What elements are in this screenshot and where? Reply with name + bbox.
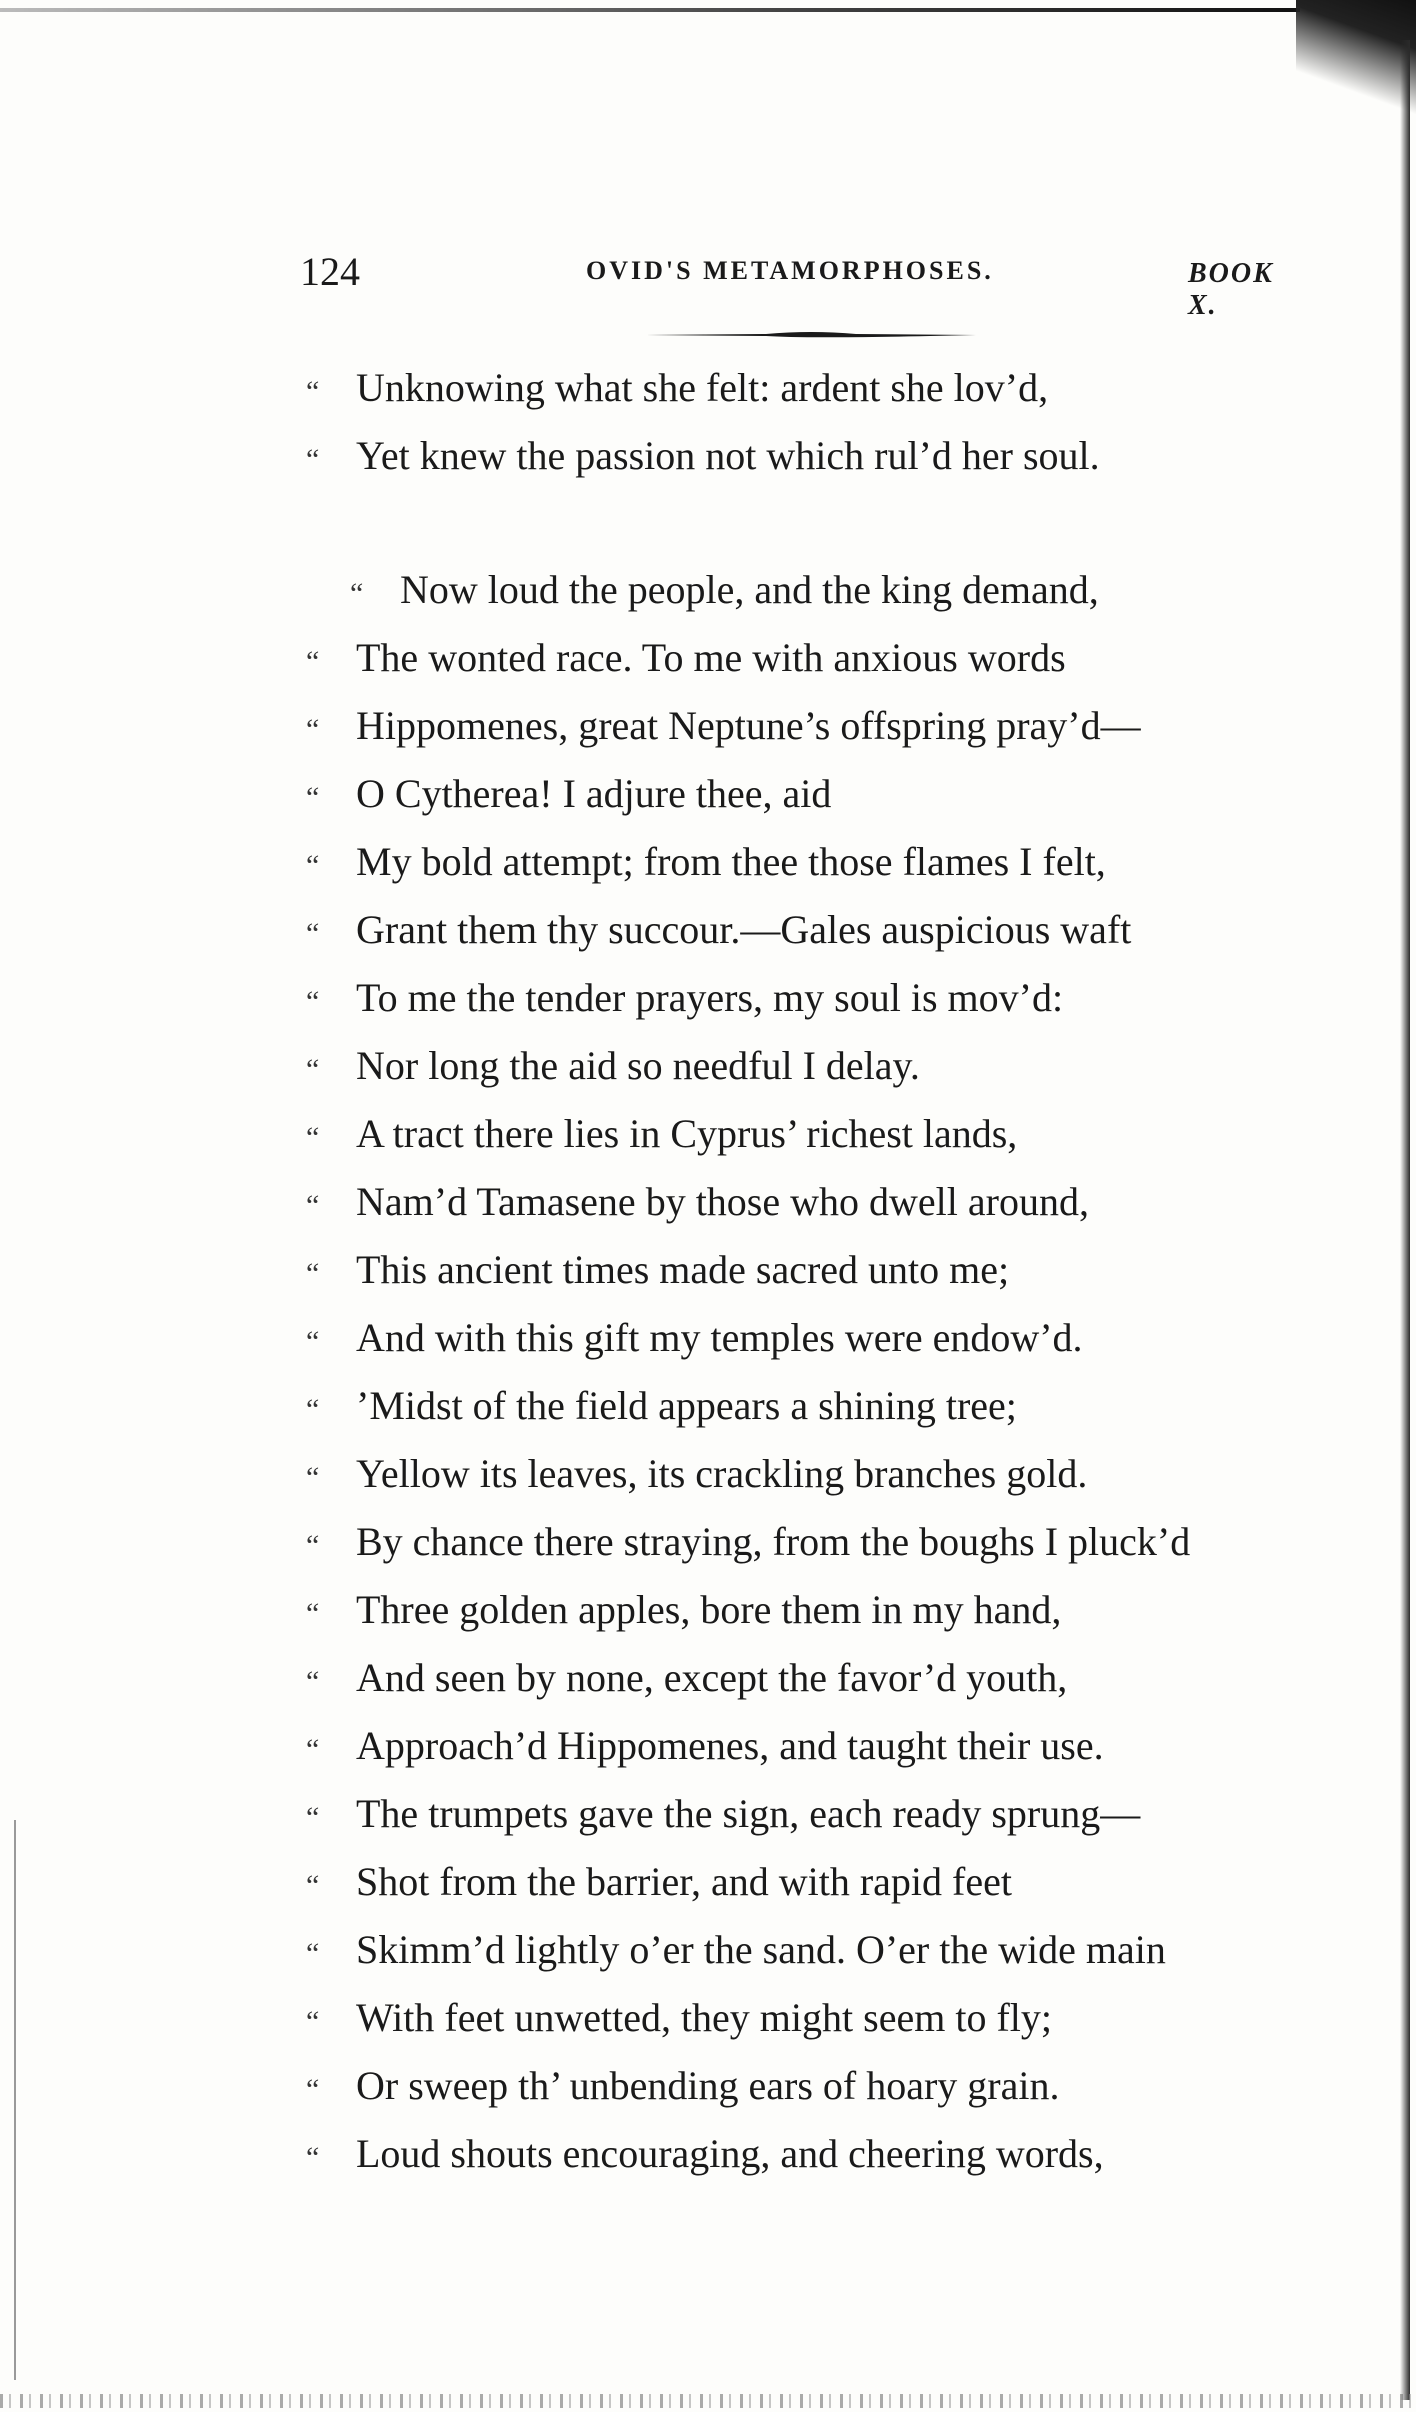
opening-quote-mark: “ (306, 2005, 320, 2038)
ornament-swell-icon (646, 330, 976, 340)
running-title: OVID'S METAMORPHOSES. (586, 256, 994, 285)
book-label: BOOK X. (1188, 258, 1274, 321)
verse-line (306, 2062, 1346, 2130)
opening-quote-mark: “ (306, 1801, 320, 1834)
verse-line-text: Yet knew the passion not which rul’d her soul. (356, 433, 1100, 478)
verse-line (306, 1518, 1346, 1586)
verse-line (306, 634, 1346, 702)
verse-line (306, 2130, 1346, 2198)
opening-quote-mark: “ (306, 645, 320, 678)
verse-line-text: Nor long the aid so needful I delay. (356, 1043, 920, 1088)
verse-line-text: Skimm’d lightly o’er the sand. O’er the wide main (356, 1927, 1166, 1972)
verse-line (306, 1586, 1346, 1654)
verse-line-text: Three golden apples, bore them in my hand, (356, 1587, 1062, 1632)
verse-line (306, 1722, 1346, 1790)
verse-line (306, 974, 1346, 1042)
verse-line (306, 1382, 1346, 1450)
opening-quote-mark: “ (306, 713, 320, 746)
verse-line-text: Now loud the people, and the king demand, (400, 567, 1099, 612)
binding-edge (1400, 40, 1410, 2400)
top-edge-rule (0, 8, 1300, 12)
verse-line (306, 1450, 1346, 1518)
verse-line (306, 1858, 1346, 1926)
verse-line (306, 838, 1346, 906)
verse-line-text: Loud shouts encouraging, and cheering words, (356, 2131, 1104, 2176)
verse-line-text: ’Midst of the field appears a shining tree; (356, 1383, 1017, 1428)
opening-quote-mark: “ (306, 443, 320, 476)
opening-quote-mark: “ (306, 781, 320, 814)
binding-shadow (1296, 0, 1416, 120)
opening-quote-mark: “ (306, 375, 320, 408)
verse-line (306, 1926, 1346, 1994)
opening-quote-mark: “ (306, 1189, 320, 1222)
verse-line (306, 432, 1346, 500)
verse-line (306, 770, 1346, 838)
opening-quote-mark: “ (306, 1393, 320, 1426)
opening-quote-mark: “ (306, 1053, 320, 1086)
opening-quote-mark: “ (306, 985, 320, 1018)
verse-line (306, 1178, 1346, 1246)
verse-line-text: And with this gift my temples were endow’d. (356, 1315, 1083, 1360)
opening-quote-mark: “ (306, 1121, 320, 1154)
verse-line-text: With feet unwetted, they might seem to fly; (356, 1995, 1052, 2040)
verse-line-text: My bold attempt; from thee those flames I felt, (356, 839, 1106, 884)
bottom-edge-noise (0, 2394, 1416, 2408)
verse-line-text: By chance there straying, from the boughs I pluck’d (356, 1519, 1191, 1564)
opening-quote-mark: “ (306, 1733, 320, 1766)
running-header (300, 248, 1300, 321)
verse-line (306, 1314, 1346, 1382)
verse-line (306, 702, 1346, 770)
verse-line (306, 1994, 1346, 2062)
opening-quote-mark: “ (306, 1665, 320, 1698)
verse-line-text: To me the tender prayers, my soul is mov’d: (356, 975, 1064, 1020)
verse-line-text: A tract there lies in Cyprus’ richest lands, (356, 1111, 1018, 1156)
opening-quote-mark: “ (350, 577, 364, 610)
verse-line-text: Approach’d Hippomenes, and taught their use. (356, 1723, 1104, 1768)
verse-line-text: Unknowing what she felt: ardent she lov’d, (356, 365, 1049, 410)
verse-line-text: Shot from the barrier, and with rapid feet (356, 1859, 1012, 1904)
verse-line-text: The wonted race. To me with anxious words (356, 635, 1066, 680)
verse-line (306, 1790, 1346, 1858)
verse-line-text: The trumpets gave the sign, each ready sprung— (356, 1791, 1141, 1836)
verse-line-text: O Cytherea! I adjure thee, aid (356, 771, 832, 816)
opening-quote-mark: “ (306, 849, 320, 882)
page-number: 124 (300, 249, 360, 294)
opening-quote-mark: “ (306, 1937, 320, 1970)
left-page-edge (14, 1820, 16, 2380)
verse-line (306, 566, 1346, 634)
verse-line (306, 1110, 1346, 1178)
opening-quote-mark: “ (306, 1597, 320, 1630)
opening-quote-mark: “ (306, 2141, 320, 2174)
verse-line-text: Hippomenes, great Neptune’s offspring pray’d— (356, 703, 1141, 748)
opening-quote-mark: “ (306, 1325, 320, 1358)
verse-line (306, 1246, 1346, 1314)
opening-quote-mark: “ (306, 917, 320, 950)
verse-line-text: And seen by none, except the favor’d youth, (356, 1655, 1068, 1700)
header-ornament-rule (646, 330, 976, 340)
verse-text (306, 364, 1346, 2198)
verse-line (306, 1042, 1346, 1110)
verse-line-text: Yellow its leaves, its crackling branches gold. (356, 1451, 1088, 1496)
opening-quote-mark: “ (306, 1257, 320, 1290)
verse-line (306, 1654, 1346, 1722)
opening-quote-mark: “ (306, 1529, 320, 1562)
verse-line-text: This ancient times made sacred unto me; (356, 1247, 1010, 1292)
opening-quote-mark: “ (306, 1461, 320, 1494)
verse-line (306, 906, 1346, 974)
opening-quote-mark: “ (306, 2073, 320, 2106)
verse-line-text: Or sweep th’ unbending ears of hoary grain. (356, 2063, 1060, 2108)
verse-line-text: Grant them thy succour.—Gales auspicious waft (356, 907, 1132, 952)
opening-quote-mark: “ (306, 1869, 320, 1902)
verse-line-text: Nam’d Tamasene by those who dwell around, (356, 1179, 1089, 1224)
verse-line (306, 364, 1346, 432)
